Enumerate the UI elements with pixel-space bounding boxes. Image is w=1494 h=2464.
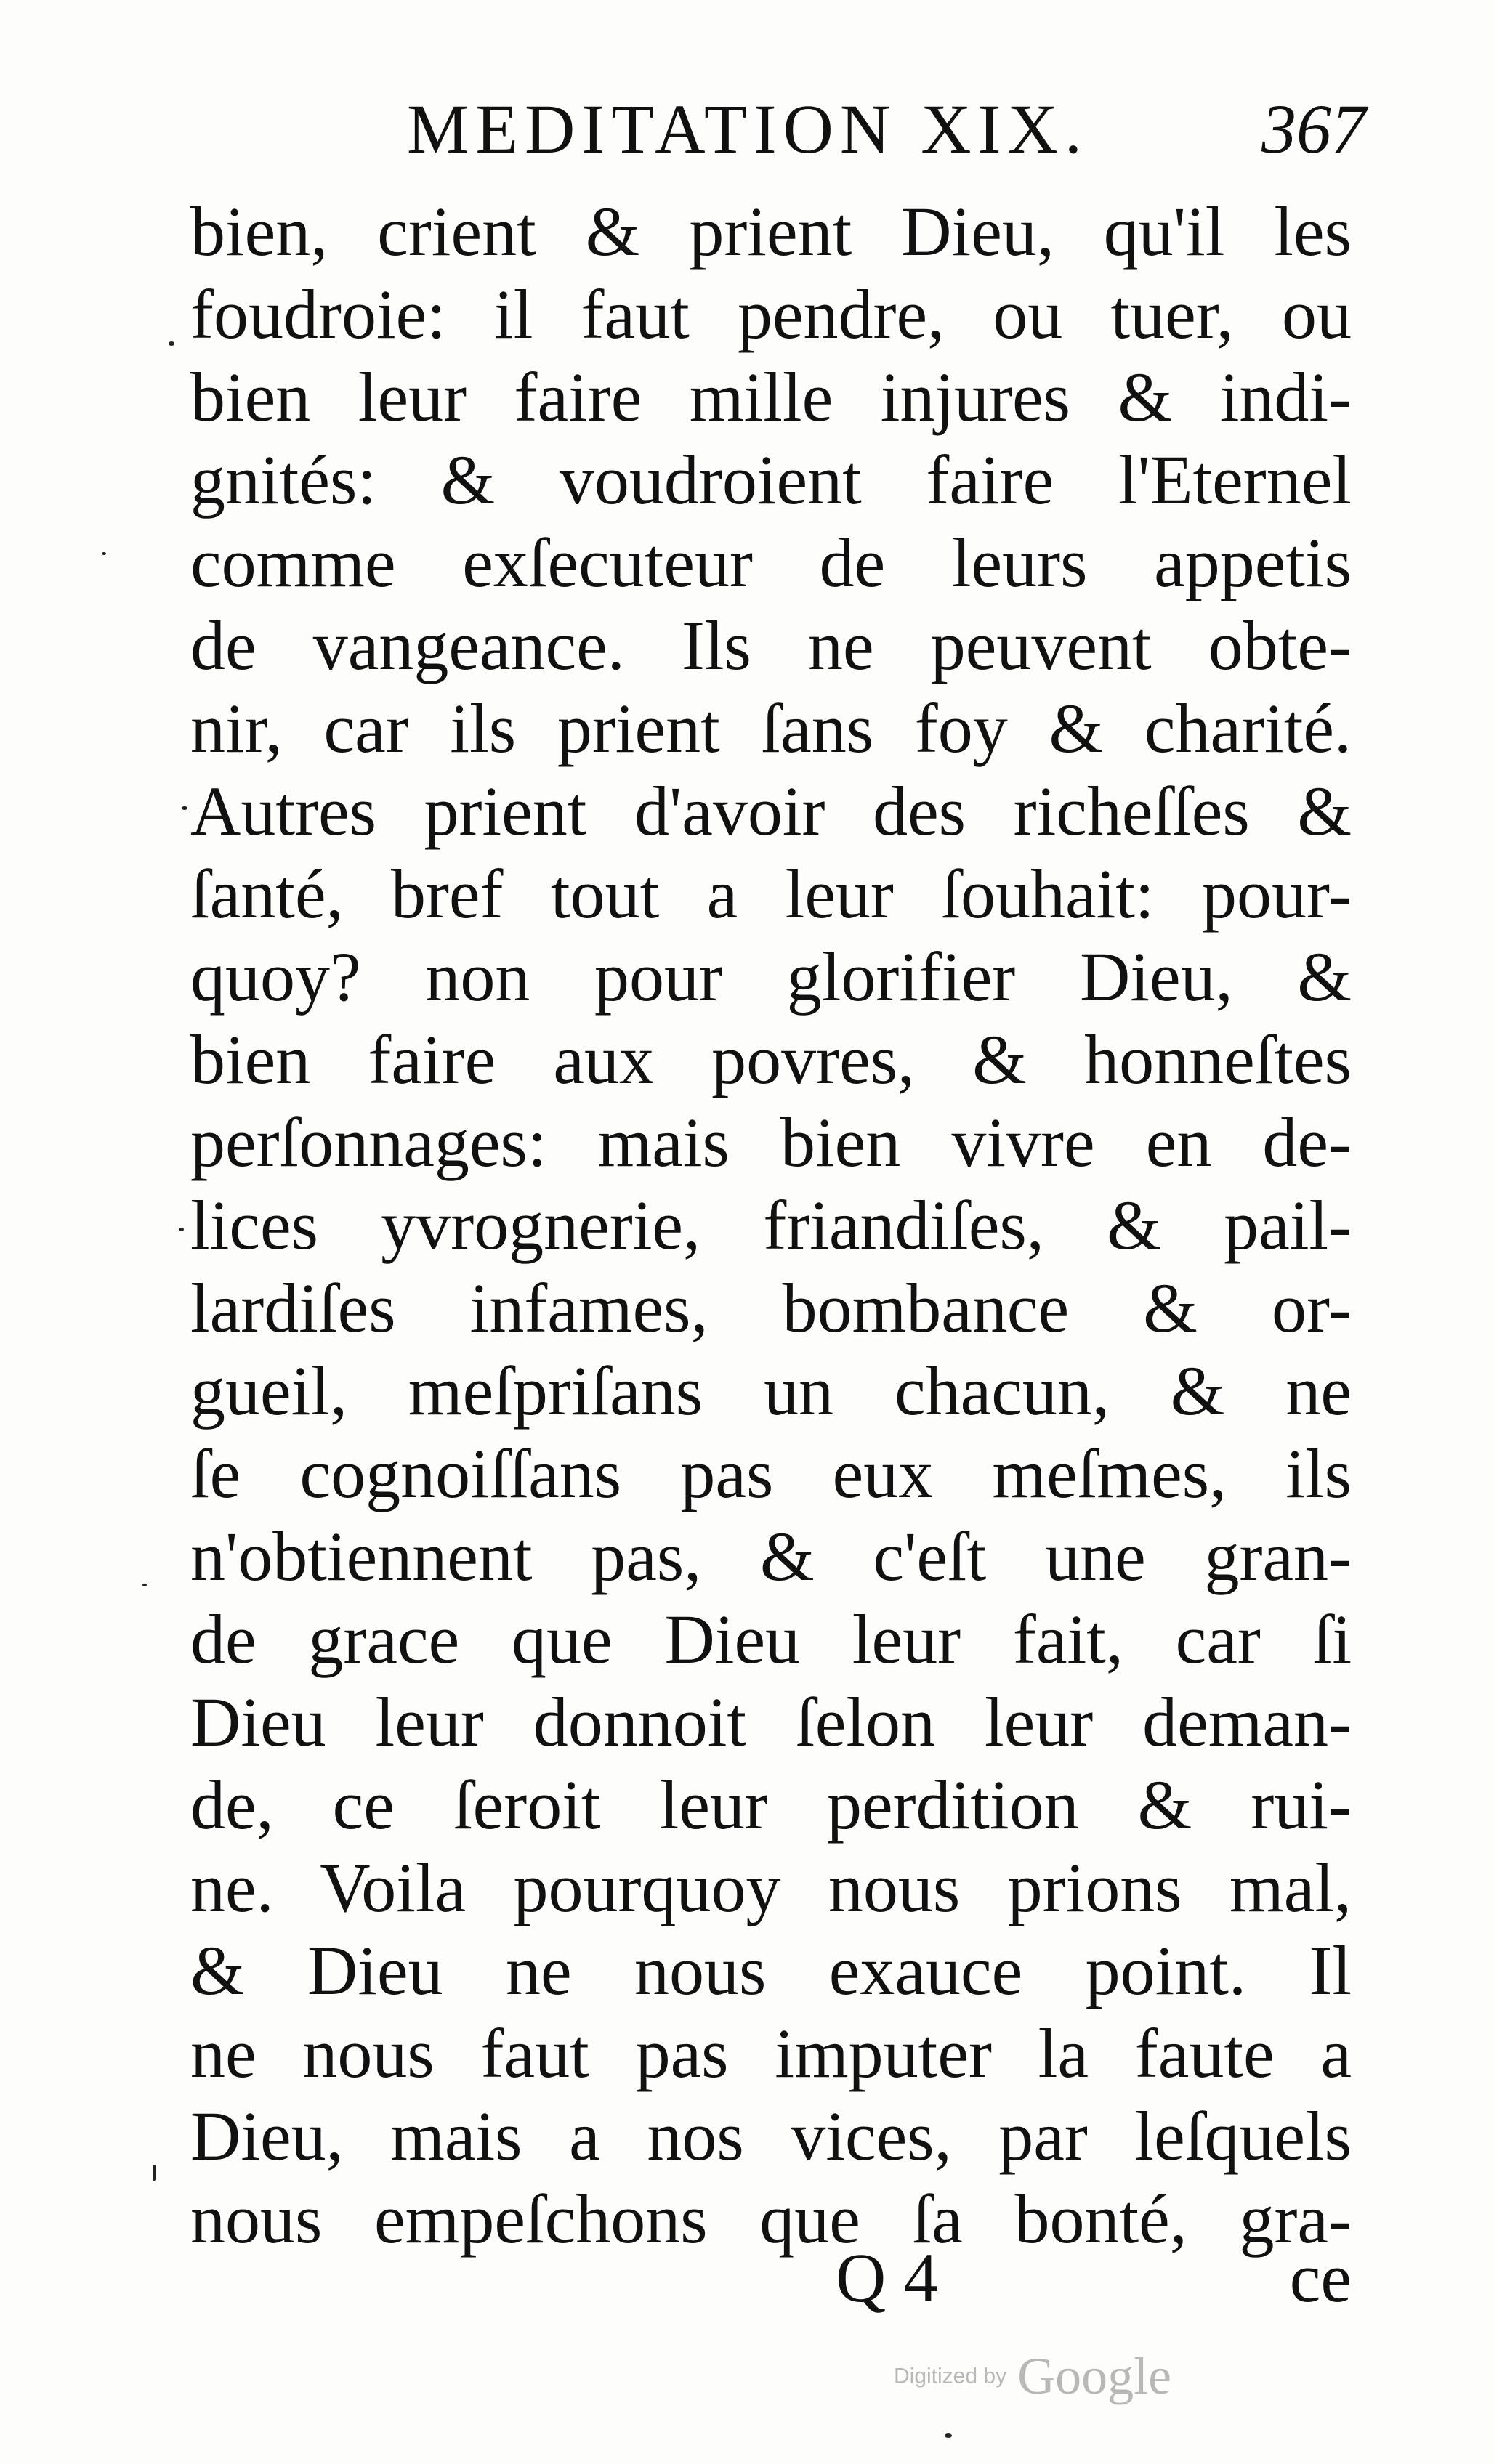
text-line: perſonnages: mais bien vivre en de- — [190, 1103, 1352, 1181]
text-line: de grace que Dieu leur fait, car ſi — [190, 1600, 1352, 1678]
text-line: de, ce ſeroit leur perdition & rui- — [190, 1766, 1352, 1844]
margin-speck — [142, 1584, 147, 1586]
text-line: Dieu leur donnoit ſelon leur deman- — [190, 1683, 1352, 1761]
text-line: nous empeſchons que ſa bonté, gra- — [190, 2180, 1352, 2258]
text-line: Autres prient d'avoir des richeſſes & — [190, 772, 1352, 850]
text-line: ne nous faut pas imputer la faute a — [190, 2014, 1352, 2092]
text-line: gueil, meſpriſans un chacun, & ne — [190, 1352, 1352, 1430]
margin-speck — [179, 1228, 184, 1231]
digitization-watermark — [894, 2346, 1171, 2412]
text-line: quoy? non pour glorifier Dieu, & — [190, 938, 1352, 1016]
text-line: nir, car ils prient ſans foy & charité. — [190, 689, 1352, 767]
text-line: bien faire aux povres, & honneſtes — [190, 1021, 1352, 1098]
text-line: n'obtiennent pas, & c'eſt une gran- — [190, 1517, 1352, 1595]
signature-mark: Q 4 — [836, 2239, 939, 2317]
text-line: lices yvrognerie, friandiſes, & pail- — [190, 1186, 1352, 1264]
running-title: MEDITATION XIX. — [407, 90, 1089, 168]
text-line: ne. Voila pourquoy nous prions mal, — [190, 1849, 1352, 1926]
page-footer — [836, 2237, 1352, 2317]
text-line: bien, crient & prient Dieu, qu'il les — [190, 192, 1352, 270]
text-line: bien leur faire mille injures & indi- — [190, 358, 1352, 436]
text-line: foudroie: il faut pendre, ou tuer, ou — [190, 275, 1352, 353]
watermark-prefix: Digitized by — [894, 2364, 1007, 2388]
text-line: comme exſecuteur de leurs appetis — [190, 524, 1352, 601]
catchword: ce — [1289, 2239, 1352, 2317]
text-line: lardiſes infames, bombance & or- — [190, 1269, 1352, 1347]
running-head — [407, 89, 1366, 169]
text-line: gnités: & voudroient faire l'Eternel — [190, 441, 1352, 519]
text-line: & Dieu ne nous exauce point. Il — [190, 1932, 1352, 2009]
text-line: Dieu, mais a nos vices, par leſquels — [190, 2097, 1352, 2175]
margin-speck — [153, 2165, 156, 2181]
page-number: 367 — [1261, 90, 1366, 168]
text-line: ſe cognoiſſans pas eux meſmes, ils — [190, 1435, 1352, 1512]
margin-speck — [182, 806, 187, 810]
margin-speck — [945, 2433, 952, 2438]
text-line: de vangeance. Ils ne peuvent obte- — [190, 607, 1352, 684]
watermark-brand: Google — [1017, 2347, 1172, 2405]
margin-speck — [169, 341, 174, 346]
text-line: ſanté, bref tout a leur ſouhait: pour- — [190, 855, 1352, 933]
margin-speck — [102, 552, 106, 555]
body-text — [190, 190, 1352, 2261]
